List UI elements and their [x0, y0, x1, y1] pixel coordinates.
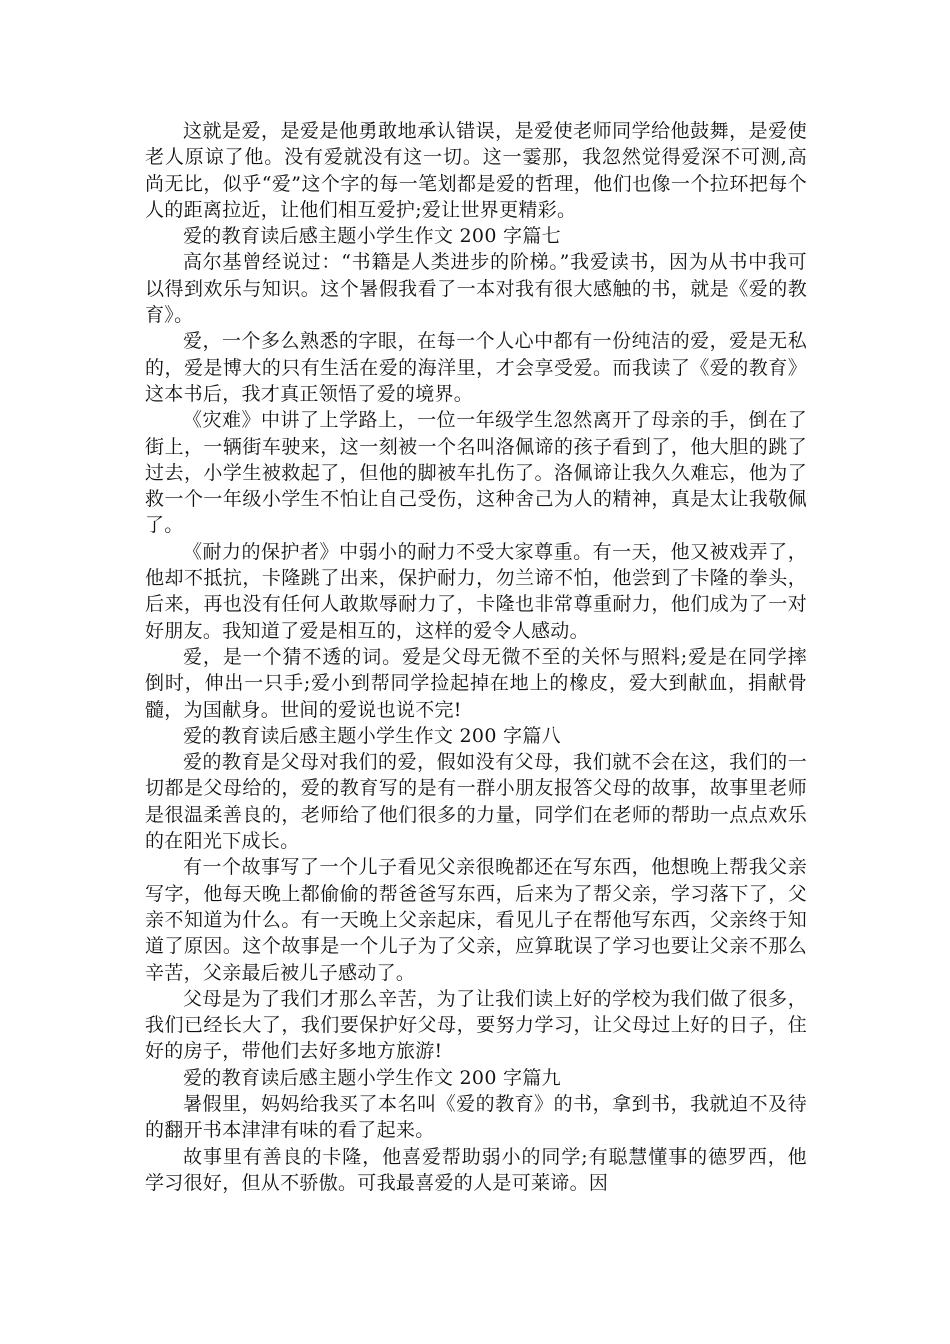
section-heading: 爱的教育读后感主题小学生作文 200 字篇九 — [183, 1066, 561, 1089]
paragraph: 《耐力的保护者》中弱小的耐力不受大家尊重。有一天，他又被戏弄了，他却不抵抗，卡隆跳了出来，保护耐力，勿兰谛不怕，他尝到了卡隆的拳头，后来，再也没有任何人敢欺辱耐力了，卡隆也非常尊重耐力，他们成为了一对好朋友。我知道了爱是相互的，这样的爱令人感动。 — [145, 540, 807, 642]
paragraph: 爱，一个多么熟悉的字眼，在每一个人心中都有一份纯洁的爱，爱是无私的，爱是博大的只有生活在爱的海洋里，才会享受爱。而我读了《爱的教育》这本书后，我才真正领悟了爱的境界。 — [145, 330, 807, 405]
paragraph: 爱，是一个猜不透的词。爱是父母无微不至的关怀与照料;爱是在同学摔倒时，伸出一只手;爱小到帮同学捡起掉在地上的橡皮，爱大到献血，捐献骨髓，为国献身。世间的爱说也说不完! — [145, 645, 807, 721]
section-heading: 爱的教育读后感主题小学生作文 200 字篇七 — [183, 225, 561, 248]
paragraph: 有一个故事写了一个儿子看见父亲很晚都还在写东西，他想晚上帮我父亲写字，他每天晚上都偷偷的帮爸爸写东西，后来为了帮父亲，学习落下了，父亲不知道为什么。有一天晚上父亲起床，看见儿子在帮他写东西，父亲终于知道了原因。这个故事是一个儿子为了父亲，应算耽误了学习也要让父亲不那么辛苦，父亲最后被儿子感动了。 — [145, 856, 807, 984]
paragraph: 这就是爱，是爱是他勇敢地承认错误，是爱使老师同学给他鼓舞，是爱使老人原谅了他。没有爱就没有这一切。这一霎那，我忽然觉得爱深不可测,高尚无比，似乎“爱”这个字的每一笔划都是爱的哲理，他们也像一个拉环把每个人的距离拉近，让他们相互爱护;爱让世界更精彩。 — [145, 120, 807, 221]
paragraph: 故事里有善良的卡隆，他喜爱帮助弱小的同学;有聪慧懂事的德罗西，他学习很好，但从不骄傲。可我最喜爱的人是可莱谛。因 — [145, 1145, 807, 1194]
paragraph: 高尔基曾经说过：“书籍是人类进步的阶梯。”我爱读书，因为从书中我可以得到欢乐与知识。这个暑假我看了一本对我有很大感触的书，就是《爱的教育》。 — [145, 251, 807, 327]
paragraph: 父母是为了我们才那么辛苦，为了让我们读上好的学校为我们做了很多，我们已经长大了，我们要保护好父母，要努力学习，让父母过上好的日子，住好的房子，带他们去好多地方旅游! — [145, 987, 807, 1063]
section-heading: 爱的教育读后感主题小学生作文 200 字篇八 — [183, 724, 561, 747]
paragraph: 暑假里，妈妈给我买了本名叫《爱的教育》的书，拿到书，我就迫不及待的翻开书本津津有味的看了起来。 — [145, 1092, 807, 1142]
document-page — [145, 118, 807, 1196]
paragraph: 爱的教育是父母对我们的爱，假如没有父母，我们就不会在这，我们的一切都是父母给的，爱的教育写的是有一群小朋友报答父母的故事，故事里老师是很温柔善良的，老师给了他们很多的力量，同学们在老师的帮助一点点欢乐的在阳光下成长。 — [145, 751, 807, 853]
paragraph: 《灾难》中讲了上学路上，一位一年级学生忽然离开了母亲的手，倒在了街上，一辆街车驶来，这一刻被一个名叫洛佩谛的孩子看到了，他大胆的跳了过去，小学生被救起了，但他的脚被车扎伤了。洛佩谛让我久久难忘，他为了救一个一年级小学生不怕让自己受伤，这种舍己为人的精神，真是太让我敬佩了。 — [145, 409, 807, 537]
